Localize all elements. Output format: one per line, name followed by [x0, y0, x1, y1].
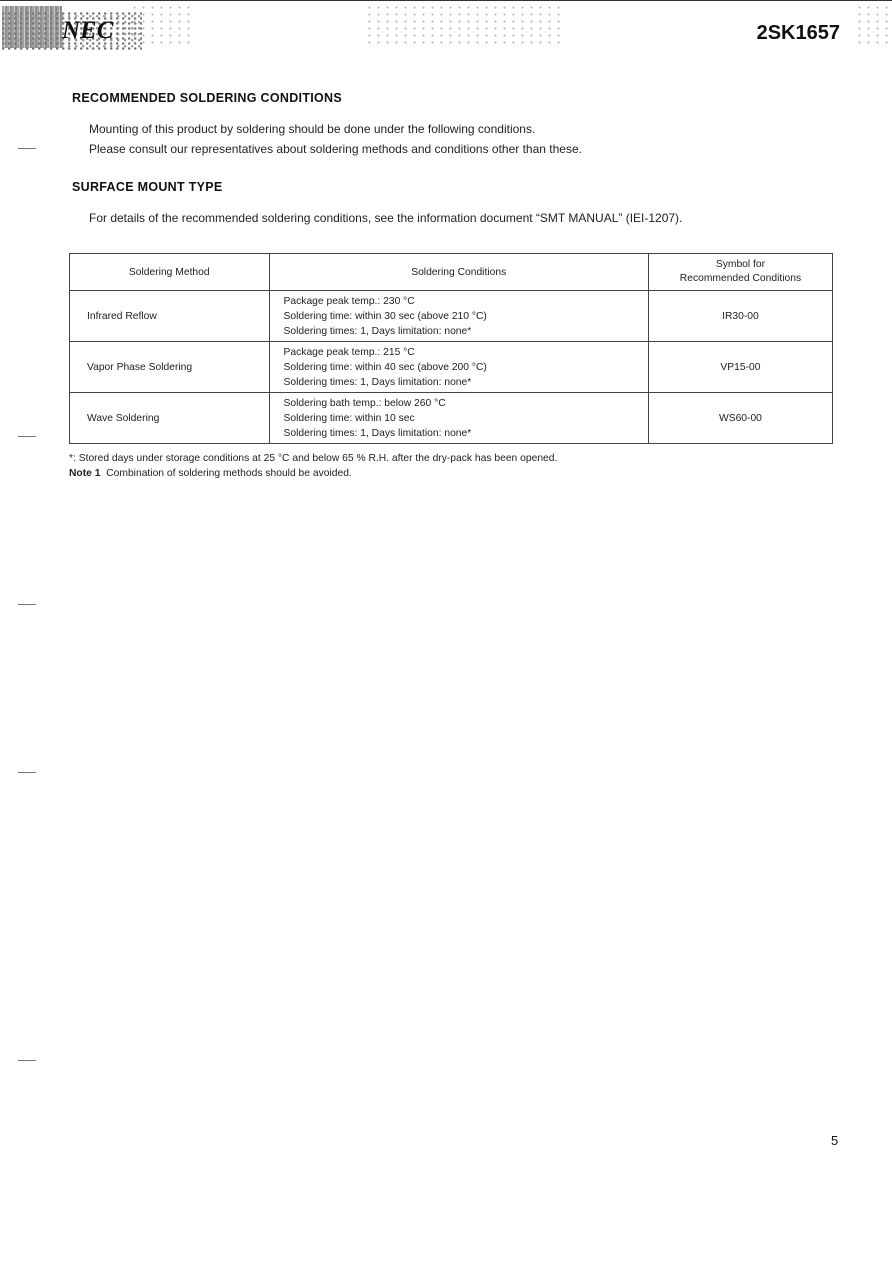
scan-speckle	[130, 4, 190, 44]
margin-mark	[18, 436, 36, 437]
table-header-row	[70, 254, 833, 291]
row-method: Infrared Reflow	[70, 291, 270, 342]
condition-line: Soldering times: 1, Days limitation: none*	[283, 427, 472, 439]
condition-line: Soldering times: 1, Days limitation: none*	[283, 325, 472, 337]
condition-line: Package peak temp.: 230 °C	[283, 295, 415, 307]
row-symbol: VP15-00	[648, 342, 832, 393]
page-number: 5	[831, 1133, 839, 1148]
note-1-text: Combination of soldering methods should be avoided.	[106, 468, 352, 479]
condition-line: Soldering times: 1, Days limitation: none*	[283, 376, 472, 388]
header-symbol	[648, 254, 832, 291]
condition-line: Soldering bath temp.: below 260 °C	[283, 397, 446, 409]
note-1	[69, 468, 352, 479]
condition-line: Soldering time: within 30 sec (above 210 °C)	[283, 310, 487, 322]
row-conditions	[269, 291, 648, 342]
condition-line: Soldering time: within 10 sec	[283, 412, 415, 424]
scan-speckle	[855, 4, 889, 44]
condition-line: Package peak temp.: 215 °C	[283, 346, 415, 358]
margin-mark	[18, 604, 36, 605]
row-symbol: WS60-00	[648, 393, 832, 444]
nec-logo: NEC	[2, 12, 142, 50]
body-line: For details of the recommended soldering conditions, see the information document “SMT MANUAL” (IEI-1207).	[89, 211, 683, 225]
soldering-conditions-table	[69, 253, 833, 444]
header-method: Soldering Method	[70, 254, 270, 291]
row-conditions	[269, 342, 648, 393]
table-row	[70, 291, 833, 342]
top-rule	[0, 0, 892, 1]
note-1-label: Note 1	[69, 468, 101, 479]
table-row	[70, 393, 833, 444]
margin-mark	[18, 148, 36, 149]
row-conditions	[269, 393, 648, 444]
table-row	[70, 342, 833, 393]
body-line: Please consult our representatives about soldering methods and conditions other than these.	[89, 142, 582, 156]
section-title-surface-mount: SURFACE MOUNT TYPE	[72, 180, 223, 194]
section-title-soldering: RECOMMENDED SOLDERING CONDITIONS	[72, 91, 343, 105]
storage-footnote: *: Stored days under storage conditions at 25 °C and below 65 % R.H. after the dry-pack has been opened.	[69, 453, 558, 464]
row-symbol: IR30-00	[648, 291, 832, 342]
row-method: Vapor Phase Soldering	[70, 342, 270, 393]
scan-speckle	[365, 4, 565, 44]
row-method: Wave Soldering	[70, 393, 270, 444]
header-symbol-line: Recommended Conditions	[679, 273, 802, 284]
part-number: 2SK1657	[756, 22, 840, 44]
condition-line: Soldering time: within 40 sec (above 200 °C)	[283, 361, 487, 373]
margin-mark	[18, 772, 36, 773]
header-conditions: Soldering Conditions	[269, 254, 648, 291]
body-line: Mounting of this product by soldering should be done under the following conditions.	[89, 122, 536, 136]
margin-mark	[18, 1060, 36, 1061]
header-symbol-line: Symbol for	[715, 259, 766, 270]
